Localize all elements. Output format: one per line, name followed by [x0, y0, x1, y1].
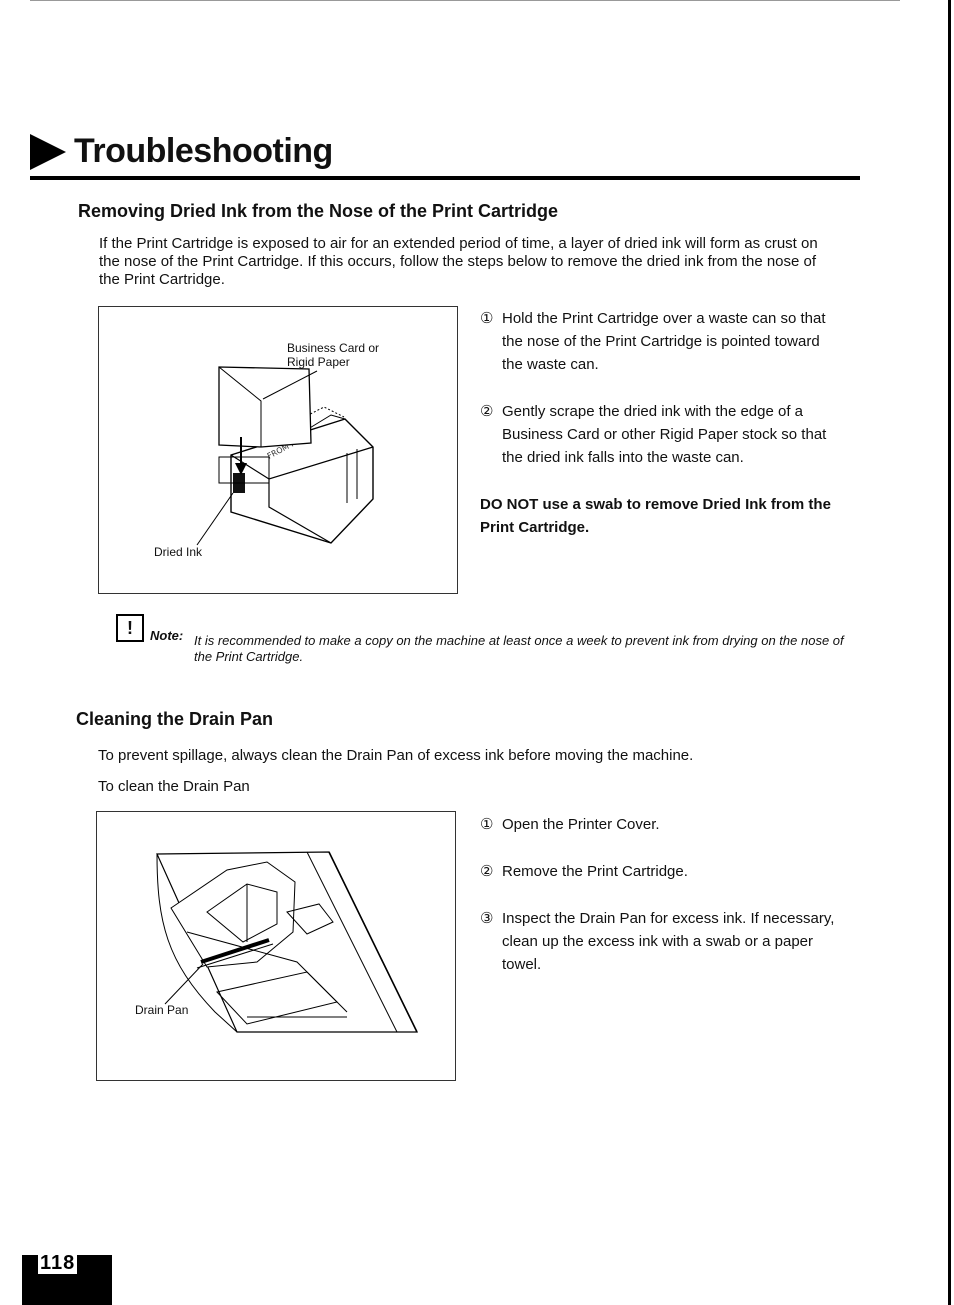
note-icon: ! [116, 614, 144, 642]
section-intro-drain-pan: To prevent spillage, always clean the Drain Pan of excess ink before moving the machine. [98, 747, 694, 764]
steps-drain-pan [480, 813, 840, 1000]
top-edge-line [30, 0, 900, 1]
section-subintro-drain-pan: To clean the Drain Pan [98, 778, 250, 795]
page-right-border [948, 0, 951, 1305]
figure-label-card: Business Card or Rigid Paper [287, 341, 380, 369]
page-number-text: 118 [40, 1252, 76, 1274]
section-heading-drain-pan: Cleaning the Drain Pan [76, 709, 274, 729]
step-number: ① [480, 816, 494, 833]
title-arrow-icon [30, 134, 66, 170]
step-number: ② [480, 863, 494, 880]
note-label: Note: [150, 628, 184, 643]
steps-dried-ink [480, 307, 840, 539]
step-text: Gently scrape the dried ink with the edge of a Business Card or other Rigid Paper stock so that the dried ink falls into the waste can. [502, 403, 827, 466]
step-item [480, 860, 840, 883]
step-text: Open the Printer Cover. [502, 816, 660, 833]
page-header [30, 132, 333, 171]
section-heading-dried-ink: Removing Dried Ink from the Nose of the Print Cartridge [78, 201, 559, 221]
printer-illustration [97, 812, 455, 1080]
step-text: Hold the Print Cartridge over a waste can so that the nose of the Print Cartridge is pointed toward the waste can. [502, 310, 826, 373]
cartridge-illustration [99, 307, 457, 593]
step-number: ① [480, 310, 494, 327]
warning-text: DO NOT use a swab to remove Dried Ink from the Print Cartridge. [480, 496, 831, 536]
step-item [480, 400, 840, 469]
step-item [480, 307, 840, 376]
figure-label-dried-ink: Dried Ink [154, 545, 203, 559]
section-intro-dried-ink: If the Print Cartridge is exposed to air for an extended period of time, a layer of dried ink will form as crust on the nose of the Print Cartridge. If this occurs, follow the steps below to remove the dried ink from the nose of the Print Cartridge. [99, 235, 818, 288]
note-text: It is recommended to make a copy on the machine at least once a week to prevent ink from drying on the nose of the Print Cartridge. [194, 633, 844, 664]
step-item [480, 907, 840, 976]
page-number [38, 1252, 77, 1275]
step-text: Inspect the Drain Pan for excess ink. If necessary, clean up the excess ink with a swab or a paper towel. [502, 910, 835, 973]
figure-label-drain-pan: Drain Pan [135, 1003, 189, 1017]
title-rule [30, 176, 860, 180]
page-title: Troubleshooting [74, 132, 333, 170]
step-number: ② [480, 403, 494, 420]
figure-drain-pan [96, 811, 456, 1081]
step-text: Remove the Print Cartridge. [502, 863, 688, 880]
figure-cartridge-scrape [98, 306, 458, 594]
step-number: ③ [480, 910, 494, 927]
step-item [480, 813, 840, 836]
